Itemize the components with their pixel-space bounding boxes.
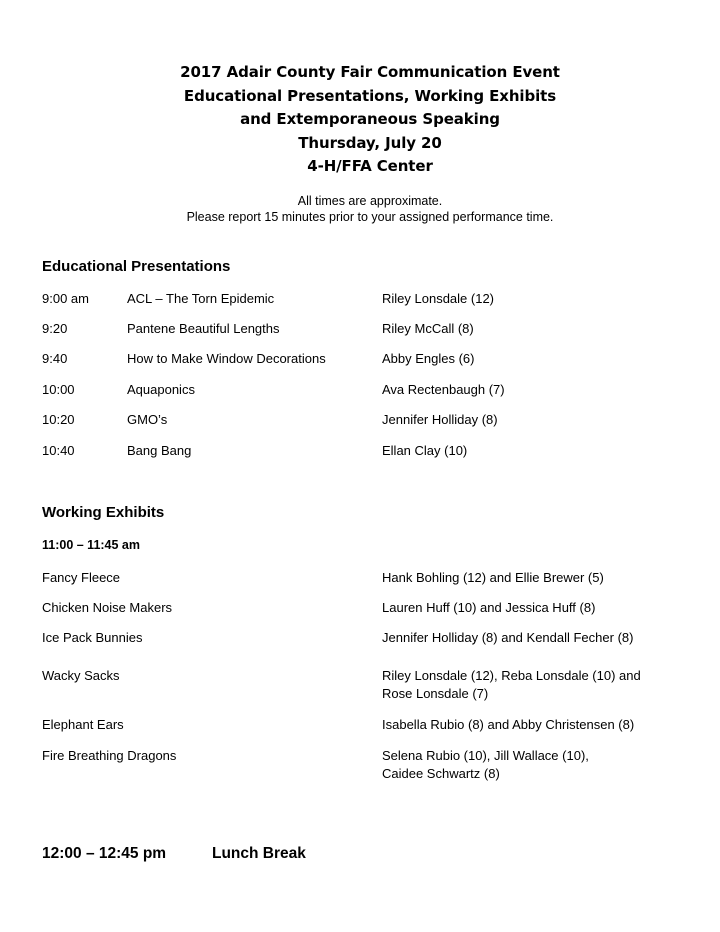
presenter-cell: Ellan Clay (10)	[382, 443, 468, 458]
presenter-cell: Riley Lonsdale (12)	[382, 291, 495, 306]
title-cell: Bang Bang	[127, 443, 192, 458]
title-cell: Aquaponics	[127, 382, 195, 397]
title-line: and Extemporaneous Speaking	[240, 110, 500, 128]
time-cell: 10:40	[42, 443, 75, 458]
presenter-cell: Jennifer Holliday (8)	[382, 412, 498, 427]
educational-heading: Educational Presentations	[42, 258, 231, 275]
exhibit-title-cell: Wacky Sacks	[42, 668, 120, 683]
time-cell: 9:40	[42, 351, 68, 366]
title-cell: ACL – The Torn Epidemic	[127, 291, 275, 306]
presenter-cell	[382, 599, 682, 617]
presenter-cell	[382, 747, 682, 783]
title-cell: GMO’s	[127, 412, 168, 427]
lunch-label: Lunch Break	[212, 845, 306, 862]
presenter-line: Riley Lonsdale (12), Reba Lonsdale (10) and	[382, 668, 641, 683]
presenter-cell	[382, 716, 682, 734]
title-cell: Pantene Beautiful Lengths	[127, 321, 280, 336]
presenter-cell	[382, 569, 682, 587]
presenter-cell: Riley McCall (8)	[382, 321, 474, 336]
report-note: Please report 15 minutes prior to your assigned performance time.	[186, 210, 554, 224]
exhibit-title-cell: Ice Pack Bunnies	[42, 630, 143, 645]
lunch-row	[42, 845, 306, 863]
presenter-cell	[382, 667, 682, 703]
lunch-time: 12:00 – 12:45 pm	[42, 845, 167, 862]
presenter-line: Selena Rubio (10), Jill Wallace (10),	[382, 748, 589, 763]
presenter-line: Caidee Schwartz (8)	[382, 766, 500, 781]
title-line: 4-H/FFA Center	[307, 157, 433, 175]
exhibit-title-cell: Fancy Fleece	[42, 570, 121, 585]
approximate-note: All times are approximate.	[297, 194, 443, 208]
presenter-cell	[382, 629, 682, 647]
presenter-cell: Abby Engles (6)	[382, 351, 475, 366]
working-exhibits-time: 11:00 – 11:45 am	[42, 538, 140, 552]
title-line: 2017 Adair County Fair Communication Event	[180, 63, 560, 81]
time-cell: 10:00	[42, 382, 75, 397]
time-cell: 10:20	[42, 412, 75, 427]
presenter-line: Hank Bohling (12) and Ellie Brewer (5)	[382, 570, 604, 585]
time-cell: 9:00 am	[42, 291, 89, 306]
presenter-cell: Ava Rectenbaugh (7)	[382, 382, 505, 397]
exhibit-title-cell: Chicken Noise Makers	[42, 600, 173, 615]
note-block	[0, 193, 720, 225]
title-cell: How to Make Window Decorations	[127, 351, 326, 366]
exhibit-title-cell: Elephant Ears	[42, 717, 124, 732]
title-line: Educational Presentations, Working Exhibits	[183, 86, 557, 105]
working-exhibits-heading: Working Exhibits	[42, 504, 165, 521]
presenter-line: Jennifer Holliday (8) and Kendall Fecher (8)	[382, 630, 634, 645]
title-block	[0, 61, 720, 179]
presenter-line: Lauren Huff (10) and Jessica Huff (8)	[382, 600, 596, 615]
time-cell: 9:20	[42, 321, 68, 336]
exhibit-title-cell: Fire Breathing Dragons	[42, 748, 177, 763]
title-line: Thursday, July 20	[298, 133, 442, 152]
presenter-line: Rose Lonsdale (7)	[382, 686, 489, 701]
presenter-line: Isabella Rubio (8) and Abby Christensen (8)	[382, 717, 635, 732]
